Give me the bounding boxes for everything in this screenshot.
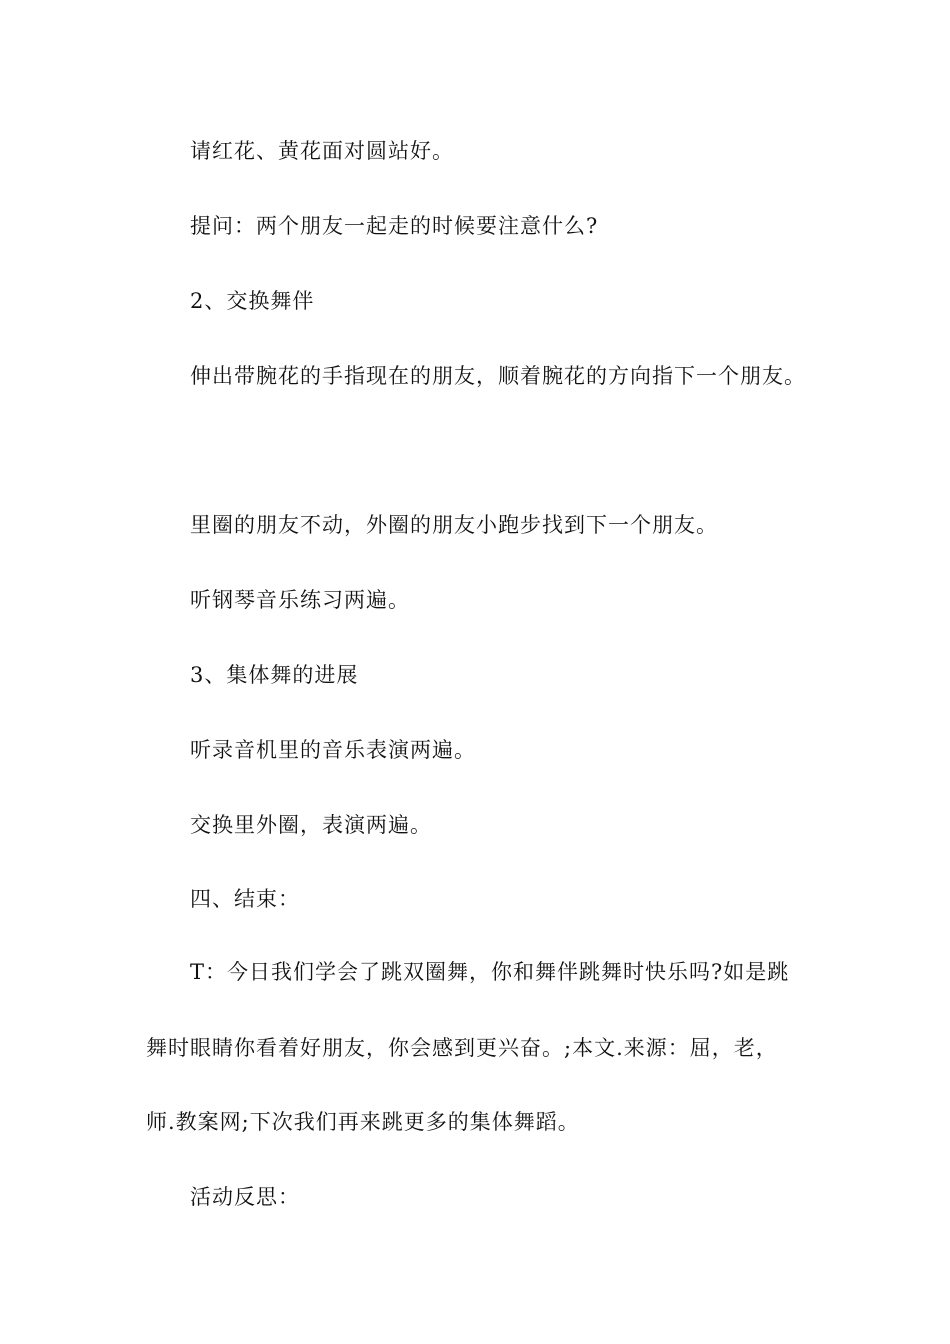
paragraph-line: 听钢琴音乐练习两遍。 <box>190 588 410 612</box>
paragraph-line: 师.教案网;下次我们再来跳更多的集体舞蹈。 <box>146 1110 580 1134</box>
paragraph-line: 舞时眼睛你看着好朋友，你会感到更兴奋。;本文.来源：屈，老， <box>146 1036 778 1060</box>
paragraph-line: 提问：两个朋友一起走的时候要注意什么? <box>190 214 599 238</box>
paragraph-line: 里圈的朋友不动，外圈的朋友小跑步找到下一个朋友。 <box>190 513 718 537</box>
paragraph-line: 请红花、黄花面对圆站好。 <box>190 139 454 163</box>
paragraph-line: 交换里外圈，表演两遍。 <box>190 813 432 837</box>
paragraph-line: 伸出带腕花的手指现在的朋友，顺着腕花的方向指下一个朋友。 <box>190 364 806 388</box>
paragraph-line: 听录音机里的音乐表演两遍。 <box>190 738 476 762</box>
section-heading: 2、交换舞伴 <box>190 289 315 313</box>
section-heading: 四、结束： <box>190 887 300 911</box>
paragraph-line: T：今日我们学会了跳双圈舞，你和舞伴跳舞时快乐吗?如是跳 <box>190 960 790 984</box>
section-heading: 3、集体舞的进展 <box>190 663 359 687</box>
section-heading: 活动反思： <box>190 1185 300 1209</box>
